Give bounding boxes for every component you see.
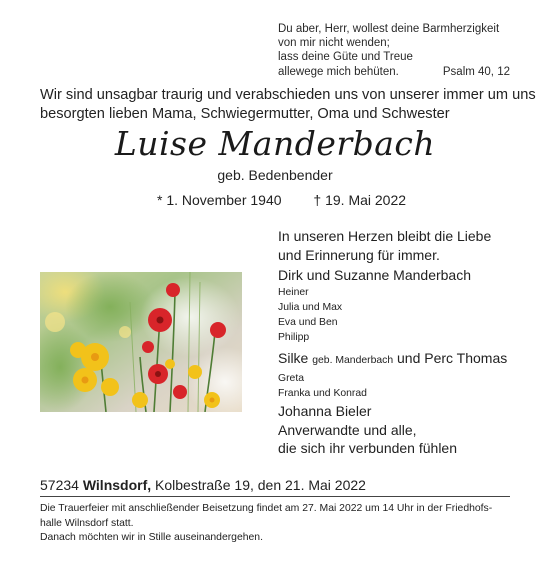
zip-code: 57234 [40, 477, 79, 493]
birth-date: * 1. November 1940 [157, 192, 282, 208]
verse-line: allewege mich behüten. [278, 65, 399, 78]
place-date [40, 477, 366, 493]
funeral-info [40, 501, 520, 531]
footer-line: halle Wilnsdorf statt. [40, 518, 134, 529]
member: Heiner [278, 287, 309, 298]
verse-line: Du aber, Herr, wollest deine Barmherzigkeit [278, 23, 500, 35]
family-group-1 [278, 266, 471, 345]
intro-text [40, 86, 536, 123]
head-nee: geb. Manderbach [312, 355, 394, 366]
head-first: Silke [278, 350, 309, 366]
footer-line: Die Trauerfeier mit anschließender Beisetzung findet am 27. Mai 2022 um 14 Uhr in der Friedhofs- [40, 503, 493, 514]
bible-verse [278, 22, 518, 79]
member: Greta [278, 373, 304, 384]
family-members [278, 285, 471, 345]
family-head [278, 349, 507, 370]
member: Franka und Konrad [278, 388, 367, 399]
closing-line: die sich ihr verbunden fühlen [278, 440, 458, 456]
deceased-name: Luise Manderbach [114, 124, 436, 163]
death-date: † 19. Mai 2022 [313, 192, 407, 208]
maiden-name: geb. Bedenbender [217, 167, 333, 183]
town: Wilnsdorf, [82, 477, 152, 493]
family-members [278, 371, 507, 401]
member: Philipp [278, 332, 310, 343]
flower-photo [40, 272, 242, 412]
closing-line: Anverwandte und alle, [278, 421, 417, 438]
motto-line: und Erinnerung für immer. [278, 246, 440, 263]
intro-line: Wir sind unsagbar traurig und verabschieden uns von unserer immer um uns [40, 87, 536, 103]
closing-mourners [278, 402, 457, 458]
member: Eva und Ben [278, 317, 338, 328]
member: Julia und Max [278, 302, 343, 313]
verse-reference: Psalm 40, 12 [442, 65, 510, 78]
motto [278, 227, 491, 264]
footer-line: Danach möchten wir in Stille auseinandergehen. [40, 532, 263, 543]
life-dates [157, 192, 406, 208]
flower-image [40, 272, 242, 412]
address-date: Kolbestraße 19, den 21. Mai 2022 [155, 477, 366, 493]
verse-line: lass deine Güte und Treue [278, 51, 413, 64]
closing-note [40, 530, 520, 545]
verse-line: von mir nicht wenden; [278, 37, 390, 50]
head-rest: und Perc Thomas [397, 350, 508, 366]
closing-line: Johanna Bieler [278, 403, 372, 419]
divider [40, 496, 510, 497]
intro-line: besorgten lieben Mama, Schwiegermutter, Oma und Schwester [40, 105, 450, 122]
family-group-2 [278, 349, 507, 401]
motto-line: In unseren Herzen bleibt die Liebe [278, 228, 492, 244]
family-head: Dirk und Suzanne Manderbach [278, 267, 472, 283]
